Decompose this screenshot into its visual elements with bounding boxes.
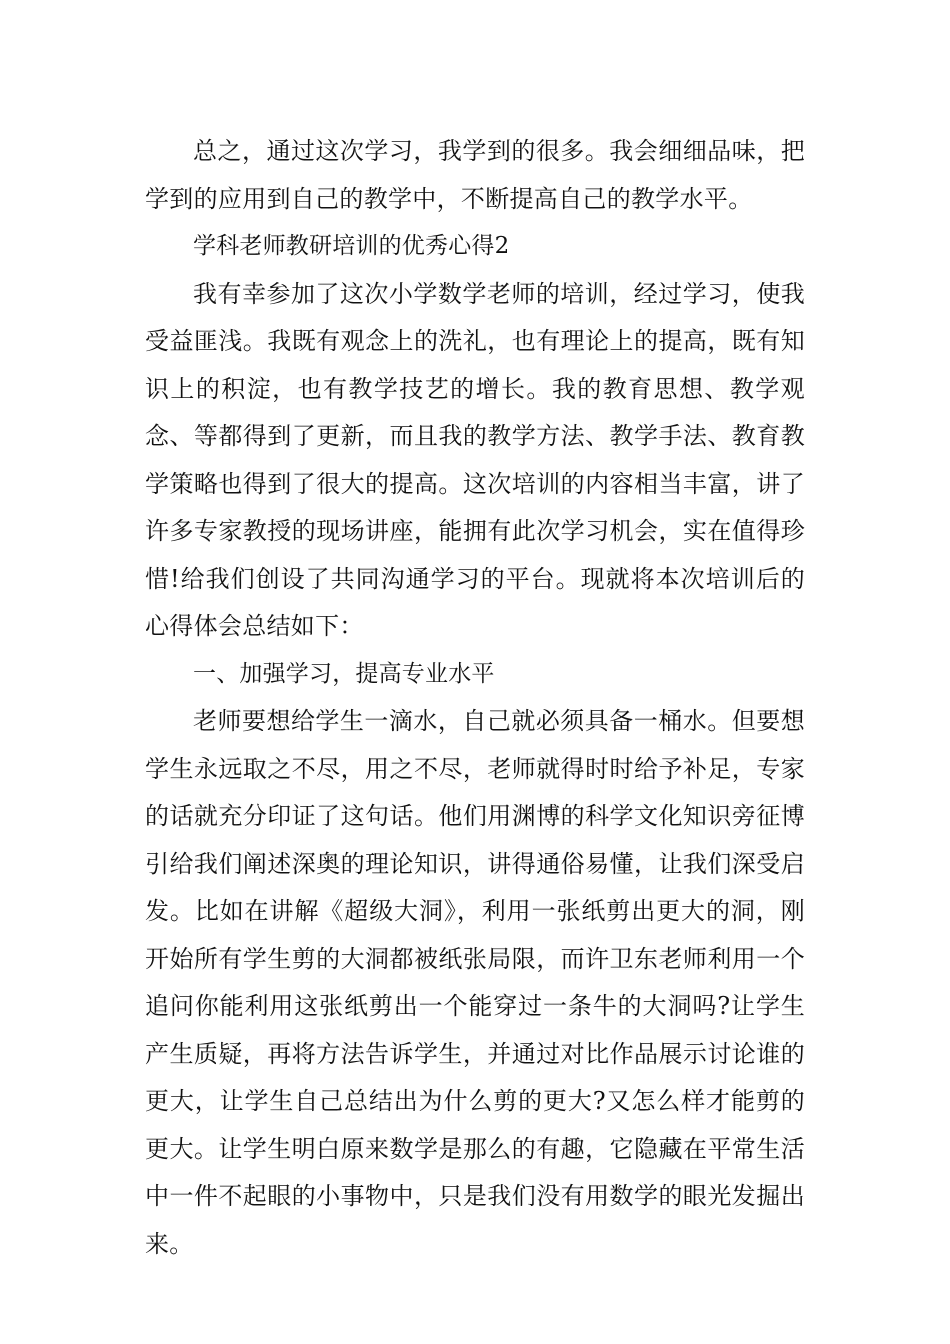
document-body xyxy=(145,128,805,1268)
section-heading-1: 一、加强学习，提高专业水平 xyxy=(193,660,495,687)
paragraph-intro: 我有幸参加了这次小学数学老师的培训，经过学习，使我受益匪浅。我既有观念上的洗礼，也有理论上的提高，既有知识上的积淀，也有教学技艺的增长。我的教育思想、教学观念、等都得到了更新，而且我的教学方法、教学手法、教育教学策略也得到了很大的提高。这次培训的内容相当丰富，讲了许多专家教授的现场讲座，能拥有此次学习机会，实在值得珍惜!给我们创设了共同沟通学习的平台。现就将本次培训后的心得体会总结如下： xyxy=(145,279,805,640)
paragraph-conclusion: 总之，通过这次学习，我学到的很多。我会细细品味，把学到的应用到自己的教学中，不断提高自己的教学水平。 xyxy=(145,137,805,213)
section-title-2: 学科老师教研培训的优秀心得2 xyxy=(193,233,510,259)
paragraph-body: 老师要想给学生一滴水，自己就必须具备一桶水。但要想学生永远取之不尽，用之不尽，老师就得时时给予补足，专家的话就充分印证了这句话。他们用渊博的科学文化知识旁征博引给我们阐述深奥的理论知识，讲得通俗易懂，让我们深受启发。比如在讲解《超级大洞》，利用一张纸剪出更大的洞，刚开始所有学生剪的大洞都被纸张局限，而许卫东老师利用一个追问你能利用这张纸剪出一个能穿过一条牛的大洞吗?让学生产生质疑，再将方法告诉学生，并通过对比作品展示讨论谁的更大，让学生自己总结出为什么剪的更大?又怎么样才能剪的更大。让学生明白原来数学是那么的有趣，它隐藏在平常生活中一件不起眼的小事物中，只是我们没有用数学的眼光发掘出来。 xyxy=(145,707,805,1258)
